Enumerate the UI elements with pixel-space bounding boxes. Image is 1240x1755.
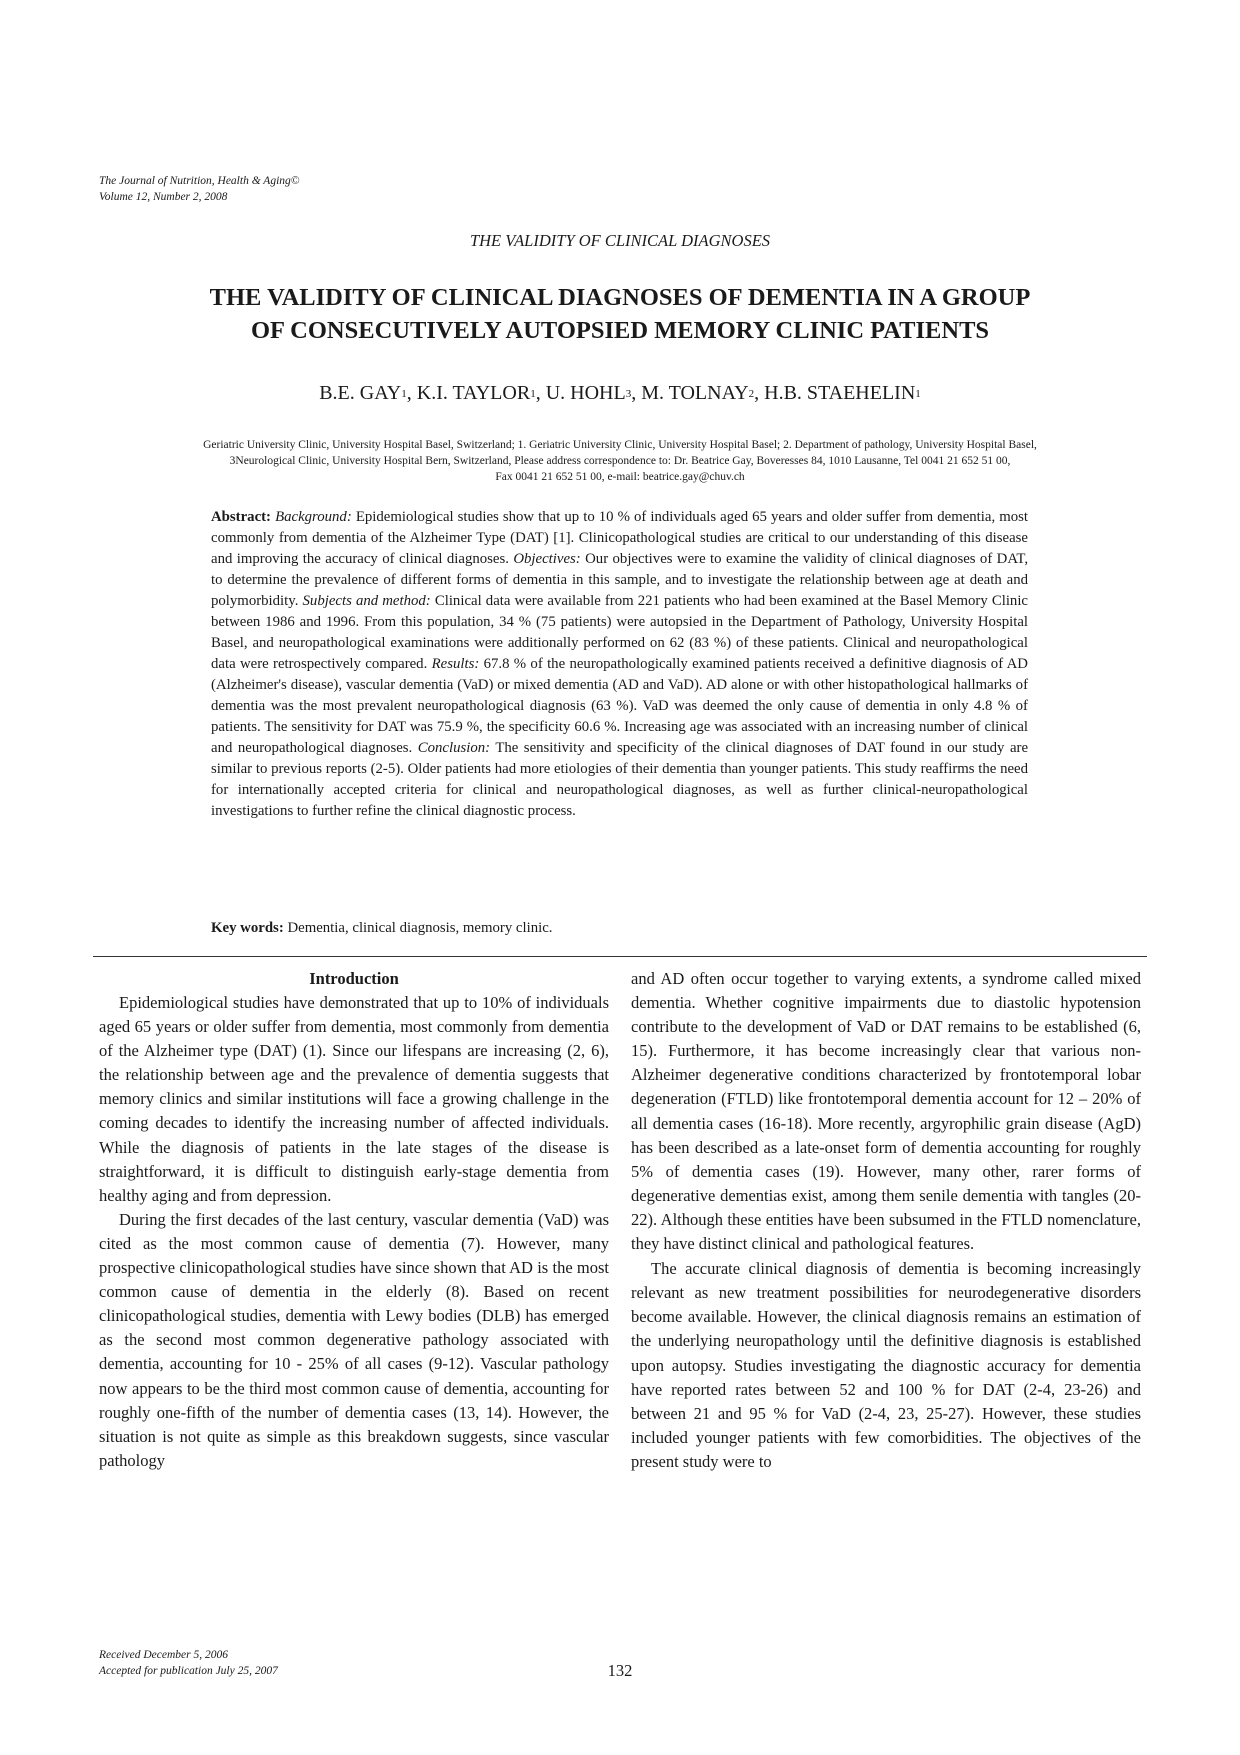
section-heading-introduction: Introduction xyxy=(309,969,399,988)
abstract xyxy=(211,507,1028,822)
paragraph: Epidemiological studies have demonstrated that up to 10% of individuals aged 65 years or older suffer from dementia, most commonly from dementia of the Alzheimer type (DAT) (1). Since our lifespans are increasing (2, 6), the relationship between age and the prevalence of dementia suggests that memory clinics and similar institutions will face a growing challenge in the coming decades to identify the increasing number of affected individuals. While the diagnosis of patients in the late stages of the disease is straightforward, it is difficult to distinguish early-stage dementia from healthy aging and from depression. xyxy=(99,993,609,1205)
methods-text: Clinical data were available from 221 patients who had been examined at the Basel Memory Clinic between 1986 and 1996. From this population, 34 % (75 patients) were autopsied in the Department of Pathology, University Hospital Basel, and neuropathological examinations were additionally performed on 62 (83 %) of these patients. Clinical and neuropathological data were retrospectively compared. xyxy=(211,593,1029,672)
keywords-label: Key words: xyxy=(211,920,284,936)
paragraph: and AD often occur together to varying extents, a syndrome called mixed dementia. Whether cognitive impairments due to diastolic hypotension contribute to the development of VaD or DAT remains to be established (6, 15). Furthermore, it has become increasingly clear that various non-Alzheimer degenerative conditions characterized by frontotemporal lobar degeneration (FTLD) like frontotemporal dementia account for 12 – 20% of all dementia cases (16-18). More recently, argyrophilic grain disease (AgD) has been described as a late-onset form of dementia accounting for roughly 5% of dementia cases (19). However, many other, rarer forms of degenerative dementias exist, among them senile dementia with tangles (20-22). Although these entities have been subsumed in the FTLD nomenclature, they have distinct clinical and pathological features. xyxy=(631,969,1141,1254)
keywords xyxy=(211,918,1028,939)
affiliation-line: 3Neurological Clinic, University Hospital Bern, Switzerland, Please address correspondence to: Dr. Beatrice Gay, Boveresses 84, 1010 Lausanne, Tel 0041 21 652 51 00, xyxy=(229,455,1011,467)
objectives-label: Objectives: xyxy=(513,551,581,567)
author: M. $TOLNAY_2$, xyxy=(641,382,765,404)
conclusion-text: The sensitivity and specificity of the clinical diagnoses of DAT found in our study are similar to previous reports (2-5). Older patients had more etiologies of their dementia than younger patients. This study reaffirms the need for internationally accepted criteria for clinical and neuropathological diagnoses, as well as further clinical-neuropathological investigations to further refine the clinical diagnostic process. xyxy=(211,740,1029,819)
received-date: Received December 5, 2006 xyxy=(99,1649,228,1661)
title-line-2: OF CONSECUTIVELY AUTOPSIED MEMORY CLINIC PATIENTS xyxy=(250,317,990,344)
background-text: Epidemiological studies show that up to 10 % of individuals aged 65 years and older suffer from dementia, most commonly from dementia of the Alzheimer Type (DAT) [1]. Clinicopathological studies are critical to our understanding of this disease and improving the accuracy of clinical diagnoses. xyxy=(211,509,1029,567)
journal-header xyxy=(99,173,300,205)
left-column xyxy=(99,967,609,1473)
conclusion-label: Conclusion: xyxy=(417,740,491,756)
methods-label: Subjects and method: xyxy=(302,593,431,609)
results-label: Results: xyxy=(431,656,480,672)
author: U. $HOHL_3$, xyxy=(545,382,642,404)
title-line-1: THE VALIDITY OF CLINICAL DIAGNOSES OF DEMENTIA IN A GROUP xyxy=(209,284,1031,311)
keywords-text: Dementia, clinical diagnosis, memory clinic. xyxy=(287,920,553,936)
author-list xyxy=(0,382,1240,405)
journal-name: The Journal of Nutrition, Health & Aging© xyxy=(99,175,300,187)
paragraph: During the first decades of the last century, vascular dementia (VaD) was cited as the most common cause of dementia (7). However, many prospective clinicopathological studies have since shown that AD is the most common cause of dementia in the elderly (8). Based on recent clinicopathological studies, dementia with Lewy bodies (DLB) has emerged as the second most common degenerative pathology associated with dementia, accounting for 10 - 25% of all cases (9-12). Vascular pathology now appears to be the third most common cause of dementia, accounting for roughly one-fifth of the number of dementia cases (13, 14). However, the situation is not quite as simple as this breakdown suggests, since vascular pathology xyxy=(99,1209,609,1470)
running-head: THE VALIDITY OF CLINICAL DIAGNOSES xyxy=(469,231,771,250)
author: K.I. $TAYLOR_1$, xyxy=(416,382,546,404)
affiliation-line: Fax 0041 21 652 51 00, e-mail: beatrice.gay@chuv.ch xyxy=(495,471,745,483)
affiliation-line: Geriatric University Clinic, University Hospital Basel, Switzerland; 1. Geriatric University Clinic, University Hospital Basel; 2. Department of pathology, University Hospital Basel, xyxy=(203,439,1037,451)
results-text: 67.8 % of the neuropathologically examined patients received a definitive diagnosis of AD (Alzheimer's disease), vascular dementia (VaD) or mixed dementia (AD and VaD). AD alone or with other histopathological hallmarks of dementia was the most prevalent neuropathological diagnosis (63 %). VaD was deemed the only cause of dementia in only 4.8 % of patients. The sensitivity for DAT was 75.9 %, the specificity 60.6 %. Increasing age was associated with an increasing number of clinical and neuropathological diagnoses. xyxy=(211,656,1028,756)
accepted-date: Accepted for publication July 25, 2007 xyxy=(99,1665,278,1677)
right-column xyxy=(631,967,1141,1474)
author: B.E. $GAY_1$, xyxy=(319,382,417,404)
background-label: Background: xyxy=(275,509,352,525)
section-divider xyxy=(93,956,1147,957)
journal-volume: Volume 12, Number 2, 2008 xyxy=(99,191,228,203)
abstract-label: Abstract: xyxy=(211,509,271,525)
objectives-text: Our objectives were to examine the validity of clinical diagnoses of DAT, to determine the prevalence of different forms of dementia in this sample, and to investigate the relationship between age at death and polymorbidity. xyxy=(211,551,1029,609)
affiliations xyxy=(110,437,1130,485)
article-title xyxy=(100,281,1140,347)
author: H.B. $STAEHELIN_1$ xyxy=(764,382,921,404)
paragraph: The accurate clinical diagnosis of dementia is becoming increasingly relevant as new treatment possibilities for neurodegenerative disorders become available. However, the clinical diagnosis remains an estimation of the underlying neuropathology until the definitive diagnosis is established upon autopsy. Studies investigating the diagnostic accuracy for dementia have reported rates between 52 and 100 % for DAT (2-4, 23-26) and between 21 and 95 % for VaD (2-4, 23, 25-27). However, these studies included younger patients with few comorbidities. The objectives of the present study were to xyxy=(631,1259,1141,1471)
page-number: 132 xyxy=(607,1661,633,1680)
